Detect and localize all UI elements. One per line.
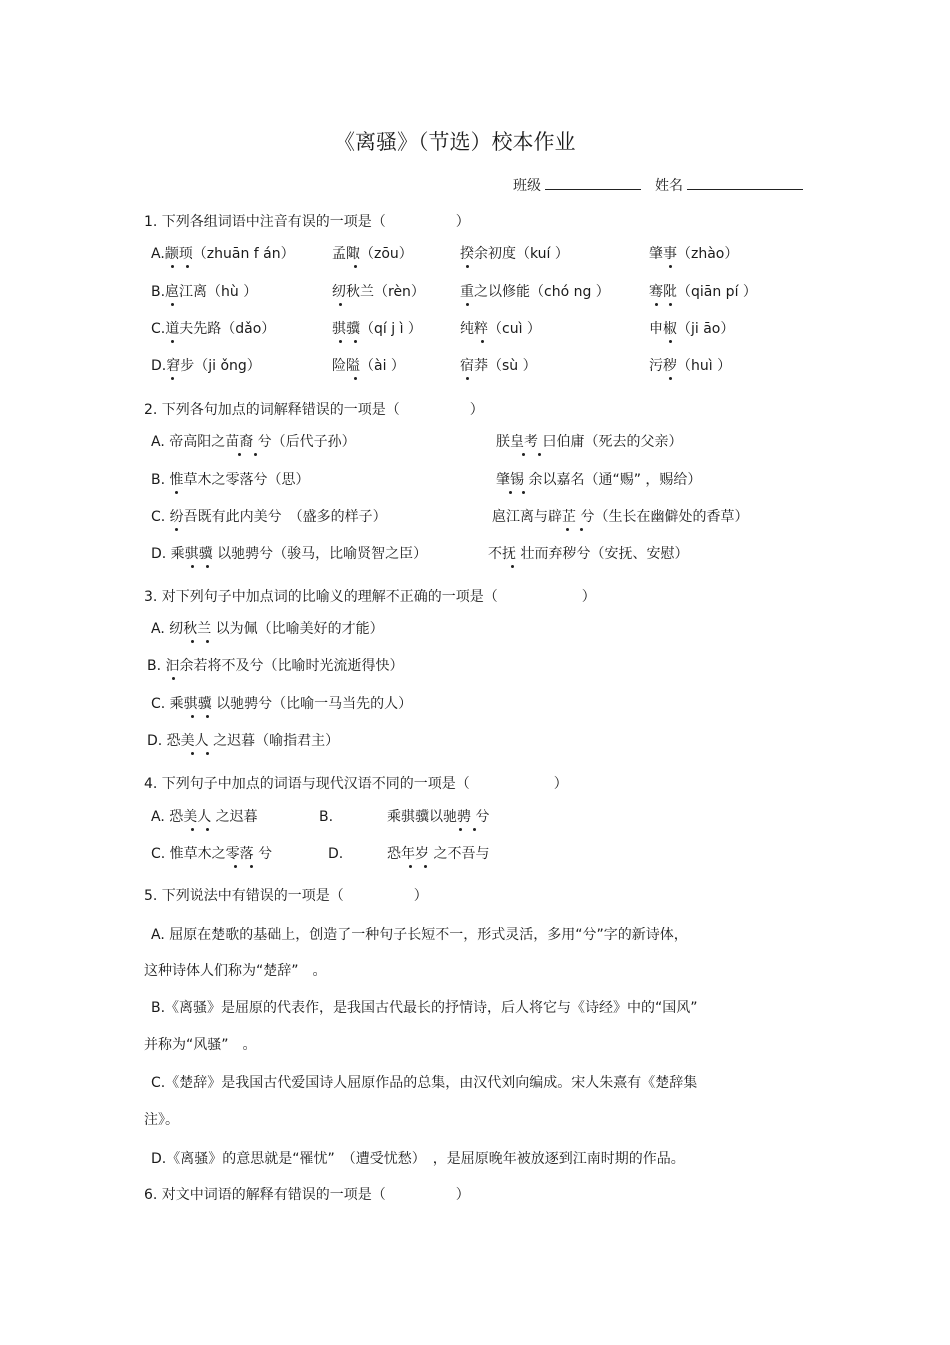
q4-option-c: C. 惟草木之零落 兮 [151, 846, 273, 862]
emphasis-dot [250, 865, 253, 868]
emphasis-dot [354, 265, 357, 268]
q5-option-a-line1: A. 屈原在楚歌的基础上，创造了一种句子长短不一，形式灵活，多用“兮”字的新诗体， [151, 927, 688, 943]
question-4-stem: 4. 下列句子中加点的词语与现代汉语不同的一项是（ ） [144, 776, 568, 792]
emphasis-dot [655, 303, 658, 306]
q1-d-col2: 险隘（ài ） [332, 358, 405, 374]
emphasis-dot [580, 528, 583, 531]
emphasis-dot [175, 491, 178, 494]
class-field[interactable] [513, 175, 641, 195]
emphasis-dot [191, 565, 194, 568]
emphasis-dot [191, 752, 194, 755]
emphasis-dot [481, 340, 484, 343]
emphasis-dot [669, 303, 672, 306]
q2-b-left: B. 惟草木之零落兮（思） [151, 472, 310, 488]
emphasis-dot [669, 377, 672, 380]
emphasis-dot [186, 265, 189, 268]
q3-option-b: B. 汩余若将不及兮（比喻时光流逝得快） [147, 658, 404, 674]
q1-d-col4: 污秽（huì ） [649, 358, 732, 374]
q1-c-col2: 骐骥（qí j ì ） [332, 321, 422, 337]
emphasis-dot [511, 565, 514, 568]
emphasis-dot [466, 265, 469, 268]
emphasis-dot [191, 828, 194, 831]
emphasis-dot [473, 828, 476, 831]
emphasis-dot [424, 865, 427, 868]
emphasis-dot [172, 677, 175, 680]
emphasis-dot [238, 453, 241, 456]
emphasis-dot [206, 752, 209, 755]
q4-option-b-label: B. [319, 809, 334, 825]
q2-a-right: 朕皇考 曰伯庸（死去的父亲） [496, 434, 683, 450]
emphasis-dot [566, 528, 569, 531]
emphasis-dot [522, 453, 525, 456]
q1-d-col3: 宿莽（sù ） [460, 358, 537, 374]
q2-a-left: A. 帝高阳之苗裔 兮（后代子孙） [151, 434, 356, 450]
question-3-stem: 3. 对下列句子中加点词的比喻义的理解不正确的一项是（ ） [144, 589, 596, 605]
q2-d-right: 不抚 壮而弃秽兮（安抚、安慰） [488, 546, 689, 562]
emphasis-dot [171, 340, 174, 343]
emphasis-dot [206, 828, 209, 831]
name-field[interactable] [655, 175, 803, 195]
name-label: 姓名 [655, 178, 683, 194]
emphasis-dot [206, 640, 209, 643]
q4-option-d-label: D. [328, 846, 344, 862]
question-6-stem: 6. 对文中词语的解释有错误的一项是（ ） [144, 1187, 470, 1203]
emphasis-dot [669, 265, 672, 268]
emphasis-dot [206, 715, 209, 718]
emphasis-dot [191, 640, 194, 643]
question-2-stem: 2. 下列各句加点的词解释错误的一项是（ ） [144, 402, 484, 418]
emphasis-dot [206, 565, 209, 568]
emphasis-dot [339, 340, 342, 343]
q2-d-left: D. 乘骐骥 以驰骋兮（骏马，比喻贤智之臣） [151, 546, 428, 562]
q5-option-c-line1: C.《楚辞》是我国古代爱国诗人屈原作品的总集，由汉代刘向编成。宋人朱熹有《楚辞集 [151, 1075, 698, 1091]
q3-option-d: D. 恐美人 之迟暮（喻指君主） [147, 733, 340, 749]
emphasis-dot [171, 303, 174, 306]
q1-b-col1: B.扈江离（hù ） [151, 284, 258, 300]
q1-a-col2: 孟陬（zōu） [332, 246, 413, 262]
q5-option-b-line1: B.《离骚》是屈原的代表作，是我国古代最长的抒情诗，后人将它与《诗经》中的“国风” [151, 1000, 698, 1016]
emphasis-dot [234, 865, 237, 868]
emphasis-dot [171, 265, 174, 268]
q2-c-left: C. 纷吾既有此内美兮 （盛多的样子） [151, 509, 387, 525]
q2-b-right: 肇锡 余以嘉名（通“赐” ，赐给） [496, 472, 702, 488]
q5-option-d: D.《离骚》的意思就是“罹忧” （遭受忧愁） ，是屈原晚年被放逐到江南时期的作品。 [151, 1151, 685, 1167]
emphasis-dot [669, 340, 672, 343]
q2-c-right: 扈江离与辟芷 兮（生长在幽僻处的香草） [492, 509, 749, 525]
q5-option-c-line2: 注》。 [144, 1112, 179, 1128]
emphasis-dot [509, 491, 512, 494]
class-blank[interactable] [545, 175, 641, 190]
emphasis-dot [171, 377, 174, 380]
class-label: 班级 [513, 178, 541, 194]
emphasis-dot [354, 377, 357, 380]
emphasis-dot [466, 377, 469, 380]
q1-a-col3: 揆余初度（kuí ） [460, 246, 569, 262]
emphasis-dot [522, 491, 525, 494]
question-1-stem: 1. 下列各组词语中注音有误的一项是（ ） [144, 214, 470, 230]
emphasis-dot [459, 828, 462, 831]
q4-option-b-text: 乘骐骥以驰骋 兮 [387, 809, 490, 825]
q1-a-col1: A.颛顼（zhuān f án） [151, 246, 295, 262]
question-5-stem: 5. 下列说法中有错误的一项是（ ） [144, 888, 428, 904]
q1-b-col3: 重之以修能（chó ng ） [460, 284, 610, 300]
emphasis-dot [409, 865, 412, 868]
emphasis-dot [466, 303, 469, 306]
q5-option-a-line2: 这种诗体人们称为“楚辞” 。 [144, 963, 327, 979]
emphasis-dot [191, 715, 194, 718]
q1-c-col1: C.道夫先路（dǎo） [151, 321, 276, 337]
q5-option-b-line2: 并称为“风骚” 。 [144, 1037, 257, 1053]
q1-c-col3: 纯粹（cuì ） [460, 321, 541, 337]
emphasis-dot [354, 340, 357, 343]
page-title: 《离骚》（节选）校本作业 [334, 130, 576, 154]
q1-a-col4: 肇事（zhào） [649, 246, 739, 262]
emphasis-dot [254, 453, 257, 456]
name-blank[interactable] [687, 175, 803, 190]
q1-d-col1: D.窘步（ji ǒng） [151, 358, 261, 374]
q4-option-a: A. 恐美人 之迟暮 [151, 809, 258, 825]
q3-option-c: C. 乘骐骥 以驰骋兮（比喻一马当先的人） [151, 696, 413, 712]
emphasis-dot [339, 303, 342, 306]
q3-option-a: A. 纫秋兰 以为佩（比喻美好的才能） [151, 621, 384, 637]
q1-c-col4: 申椒（ji āo） [649, 321, 735, 337]
q1-b-col2: 纫秋兰（rèn） [332, 284, 425, 300]
q1-b-col4: 骞阰（qiān pí ） [649, 284, 757, 300]
emphasis-dot [538, 453, 541, 456]
q4-option-d-text: 恐年岁 之不吾与 [387, 846, 490, 862]
emphasis-dot [175, 528, 178, 531]
